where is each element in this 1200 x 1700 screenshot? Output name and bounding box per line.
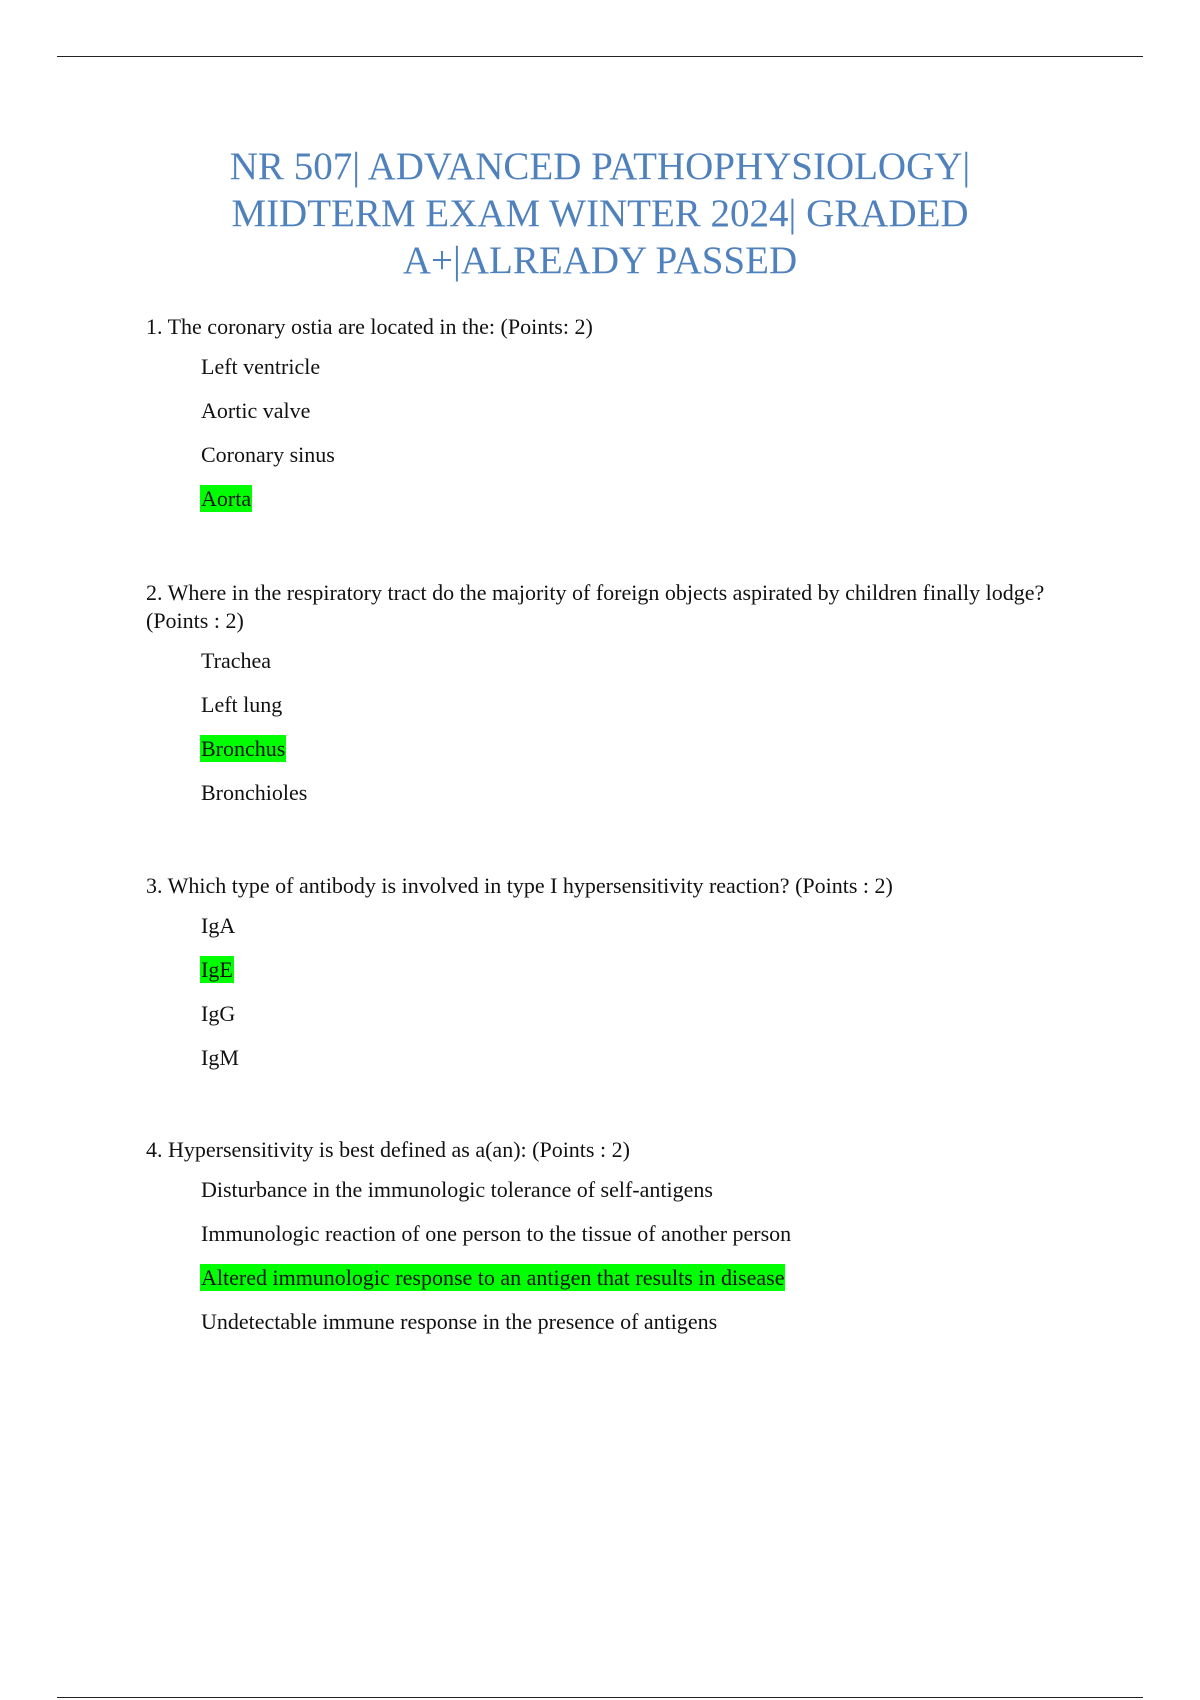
question-4 bbox=[146, 1136, 1086, 1336]
question-stem: 2. Where in the respiratory tract do the majority of foreign objects aspirated by children finally lodge? (Points : 2) bbox=[146, 580, 1045, 633]
answer-text: Undetectable immune response in the presence of antigens bbox=[201, 1309, 718, 1334]
title-line-1: NR 507| ADVANCED PATHOPHYSIOLOGY| bbox=[229, 145, 971, 188]
answer-text: Immunologic reaction of one person to the tissue of another person bbox=[201, 1221, 792, 1246]
answer-option-correct bbox=[200, 1264, 1086, 1292]
document-title bbox=[150, 143, 1050, 284]
answer-text: Coronary sinus bbox=[201, 442, 335, 467]
top-rule bbox=[57, 56, 1143, 57]
answer-text: IgG bbox=[201, 1001, 236, 1026]
question-1 bbox=[146, 313, 1086, 513]
answer-text-highlighted: Aorta bbox=[201, 486, 252, 511]
answer-option bbox=[200, 1220, 1086, 1248]
answer-text-highlighted: IgE bbox=[201, 957, 233, 982]
answer-option bbox=[200, 1176, 1086, 1204]
answer-text-highlighted: Altered immunologic response to an antigen that results in disease bbox=[201, 1265, 785, 1290]
answer-option bbox=[200, 691, 1086, 719]
answer-option bbox=[200, 1044, 1086, 1072]
answer-text: Left lung bbox=[201, 692, 283, 717]
answer-text: Left ventricle bbox=[201, 354, 321, 379]
title-line-2: MIDTERM EXAM WINTER 2024| GRADED bbox=[231, 192, 969, 235]
question-stem: 1. The coronary ostia are located in the: (Points: 2) bbox=[146, 314, 593, 339]
answer-text: Disturbance in the immunologic tolerance of self-antigens bbox=[201, 1177, 713, 1202]
bottom-rule bbox=[57, 1697, 1143, 1698]
answer-text: IgM bbox=[201, 1045, 239, 1070]
answer-option bbox=[200, 397, 1086, 425]
answer-text: Bronchioles bbox=[201, 780, 308, 805]
question-3 bbox=[146, 872, 1086, 1072]
answer-option bbox=[200, 353, 1086, 381]
answer-option bbox=[200, 1308, 1086, 1336]
answer-option bbox=[200, 1000, 1086, 1028]
answer-text: Trachea bbox=[201, 648, 272, 673]
answer-text: IgA bbox=[201, 913, 236, 938]
answer-options bbox=[146, 1176, 1086, 1336]
answer-text-highlighted: Bronchus bbox=[201, 736, 286, 761]
answer-options bbox=[146, 353, 1086, 513]
answer-option bbox=[200, 912, 1086, 940]
question-stem: 4. Hypersensitivity is best defined as a(an): (Points : 2) bbox=[146, 1137, 630, 1162]
answer-option bbox=[200, 441, 1086, 469]
answer-option-correct bbox=[200, 735, 1086, 763]
answer-text: Aortic valve bbox=[201, 398, 311, 423]
answer-option-correct bbox=[200, 485, 1086, 513]
question-2 bbox=[146, 579, 1086, 807]
title-line-3: A+|ALREADY PASSED bbox=[402, 239, 798, 282]
answer-option bbox=[200, 779, 1086, 807]
answer-options bbox=[146, 912, 1086, 1072]
answer-option-correct bbox=[200, 956, 1086, 984]
answer-option bbox=[200, 647, 1086, 675]
answer-options bbox=[146, 647, 1086, 807]
question-stem: 3. Which type of antibody is involved in type I hypersensitivity reaction? (Points : 2) bbox=[146, 873, 893, 898]
